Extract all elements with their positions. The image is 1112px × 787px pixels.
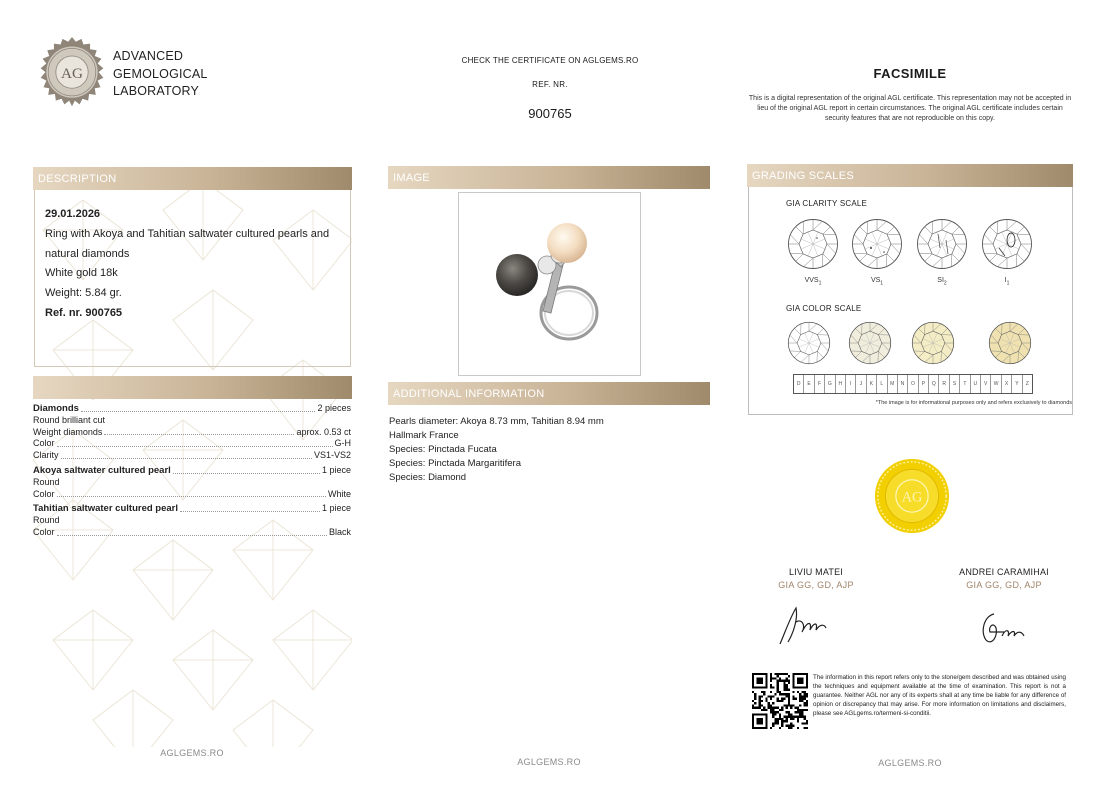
signer-name: LIVIU MATEI <box>788 567 844 577</box>
additional-info-heading: ADDITIONAL INFORMATION <box>388 382 710 405</box>
color-grade-bar <box>793 374 1033 394</box>
clarity-diamond-icon <box>916 218 968 270</box>
color-grade-cell: W <box>991 375 1001 393</box>
spec-row <box>33 477 351 489</box>
footer-link[interactable]: AGLGEMS.RO <box>517 757 581 767</box>
spec-row <box>33 427 351 439</box>
spec-row <box>33 438 351 450</box>
color-grade-cell: Q <box>929 375 939 393</box>
dot-leader <box>173 473 320 474</box>
clarity-grade-text: SI <box>937 277 944 284</box>
gold-seal-icon <box>874 458 950 534</box>
additional-line: Hallmark France <box>389 429 459 441</box>
color-grade-cell: Z <box>1025 381 1029 387</box>
clarity-grade-label <box>981 277 1033 286</box>
clarity-diamond-icon <box>981 218 1033 270</box>
spec-value: White <box>327 488 351 499</box>
dot-leader <box>180 511 320 512</box>
clarity-grade-sub: 1 <box>880 280 884 287</box>
color-grade-cell: T <box>960 375 970 393</box>
additional-line: Species: Pinctada Margaritifera <box>389 457 522 469</box>
lab-name-line: LABORATORY <box>113 84 200 98</box>
clarity-grade-text: I <box>1004 277 1007 284</box>
report-date: 29.01.2026 <box>45 208 101 220</box>
spec-value: 1 piece <box>321 503 351 514</box>
color-grade-cell: H <box>836 375 846 393</box>
color-grade-cell: E <box>804 375 814 393</box>
spec-row <box>33 415 351 427</box>
spec-key: Akoya saltwater cultured pearl <box>33 464 171 476</box>
color-diamond-icon <box>988 321 1032 365</box>
color-grade-cell: R <box>939 375 949 393</box>
additional-line: Pearls diameter: Akoya 8.73 mm, Tahitian 8.94 mm <box>389 416 604 427</box>
grading-heading: GRADING SCALES <box>747 164 1073 187</box>
spec-value: 2 pieces <box>317 403 351 413</box>
color-diamond-icon <box>848 321 892 365</box>
spec-key: Diamonds <box>33 403 79 414</box>
color-grade-cell: Y <box>1012 375 1022 393</box>
specs-list <box>33 403 351 539</box>
spec-key: Color <box>33 526 55 537</box>
spec-row <box>33 503 351 515</box>
lab-name-line: GEMOLOGICAL <box>113 66 208 81</box>
spec-key: Color <box>33 488 55 499</box>
dot-leader <box>104 434 294 435</box>
dot-leader <box>57 446 333 447</box>
clarity-grade-sub: 2 <box>943 280 947 287</box>
spec-value: aprox. 0.53 ct <box>296 426 351 437</box>
signature-andrei-caramihai <box>974 602 1034 652</box>
signer-credentials: GIA GG, GD, AJP <box>966 580 1042 590</box>
spec-value: Black <box>328 526 351 537</box>
clarity-diamond-icon <box>787 218 839 270</box>
spec-row <box>33 465 351 477</box>
dot-leader <box>57 496 326 497</box>
item-description: Ring with Akoya and Tahitian saltwater cultured pearls and natural diamonds <box>45 227 330 260</box>
facsimile-note: This is a digital representation of the original AGL certificate. This representation may not be accepted in lieu of the original AGL report in certain circumstances. The original AGL certificate includes certain security features that are not reproducible on this copy. <box>748 95 1072 123</box>
color-grade-cell: U <box>971 375 981 393</box>
clarity-grade-sub: 1 <box>1006 280 1010 287</box>
agl-seal-logo <box>34 36 110 112</box>
description-text <box>45 205 345 324</box>
facsimile-title: FACSIMILE <box>873 66 947 81</box>
description-heading: DESCRIPTION <box>33 167 352 190</box>
additional-info-text <box>389 415 709 485</box>
qr-code[interactable] <box>752 673 808 729</box>
color-diamond-icon <box>911 321 955 365</box>
spec-key: Round brilliant cut <box>33 414 106 425</box>
spec-key: Tahitian saltwater cultured pearl <box>33 503 179 515</box>
lab-name-line: ADVANCED <box>113 49 184 63</box>
additional-line: Species: Pinctada Fucata <box>389 443 497 455</box>
spec-value: 1 piece <box>321 464 351 475</box>
clarity-grade-label <box>916 277 968 286</box>
color-grade-cell: S <box>950 375 960 393</box>
footer-link[interactable]: AGLGEMS.RO <box>878 758 942 768</box>
spec-key: Clarity <box>33 450 59 461</box>
color-grade-cell: F <box>815 375 825 393</box>
specs-heading-bar <box>33 376 352 399</box>
color-grade-cell: M <box>888 375 898 393</box>
color-grade-cell: K <box>867 375 877 393</box>
dot-leader <box>61 458 312 459</box>
spec-key: Round <box>33 476 60 487</box>
dot-leader <box>57 535 327 536</box>
spec-row <box>33 527 351 539</box>
check-certificate-text: CHECK THE CERTIFICATE ON AGLGEMS.RO <box>461 56 639 65</box>
color-grade-cell: L <box>877 375 887 393</box>
color-grade-cell: I <box>846 375 856 393</box>
spec-row <box>33 403 351 415</box>
clarity-diamond-icon <box>851 218 903 270</box>
color-scale-title: GIA COLOR SCALE <box>786 304 862 313</box>
disclaimer-text: The information in this report refers only to the stone/gem described and was obtained using the techniques and equipment available at the time of examination. This report is not a guarantee. Neither AGL nor any of its experts shall at any time be liable for any difference of opinion or discrepancy that may arise. For more information on limitations and disclaimers, please see AGLgems.ro/termeni-si-conditii. <box>813 674 1066 717</box>
color-diamond-icon <box>787 321 831 365</box>
svg-text:AG: AG <box>61 64 83 82</box>
spec-row <box>33 515 351 527</box>
signer-credentials: GIA GG, GD, AJP <box>778 580 854 590</box>
color-grade-cell: J <box>856 375 866 393</box>
metal: White gold 18k <box>45 267 118 280</box>
clarity-grade-text: VVS <box>804 277 819 284</box>
ring-image <box>458 192 641 376</box>
signature-liviu-matei <box>776 600 836 650</box>
svg-text:AG: AG <box>901 489 923 506</box>
color-grade-cell: O <box>908 375 918 393</box>
color-grade-cell: X <box>1002 375 1012 393</box>
color-grade-cell: N <box>898 375 908 393</box>
grading-note: *The image is for informational purposes only and refers exclusively to diamonds <box>875 400 1072 406</box>
lab-name <box>113 48 208 101</box>
signer-name: ANDREI CARAMIHAI <box>959 567 1049 577</box>
color-grade-cell: G <box>825 375 835 393</box>
spec-value: VS1-VS2 <box>313 450 351 461</box>
color-grade-cell: V <box>981 375 991 393</box>
additional-line: Species: Diamond <box>389 471 467 483</box>
weight: Weight: 5.84 gr. <box>45 287 122 300</box>
spec-row <box>33 489 351 501</box>
color-grade-cell: P <box>919 375 929 393</box>
spec-key: Round <box>33 515 60 526</box>
ref-line: Ref. nr. 900765 <box>45 306 123 319</box>
clarity-grade-text: VS <box>870 277 881 284</box>
ring-photo <box>459 193 640 375</box>
dot-leader <box>81 411 316 412</box>
clarity-grade-label <box>851 277 903 286</box>
spec-key: Color <box>33 438 55 449</box>
color-grade-cell: D <box>794 375 804 393</box>
ref-label: REF. NR. <box>532 80 568 89</box>
clarity-scale-title: GIA CLARITY SCALE <box>786 199 868 208</box>
spec-value: G-H <box>334 438 351 449</box>
spec-key: Weight diamonds <box>33 426 103 437</box>
ref-number: 900765 <box>528 106 572 121</box>
image-heading: IMAGE <box>388 166 710 189</box>
spec-row <box>33 450 351 462</box>
footer-link[interactable]: AGLGEMS.RO <box>160 748 224 758</box>
clarity-grade-sub: 1 <box>818 280 822 287</box>
clarity-grade-label <box>787 277 839 286</box>
